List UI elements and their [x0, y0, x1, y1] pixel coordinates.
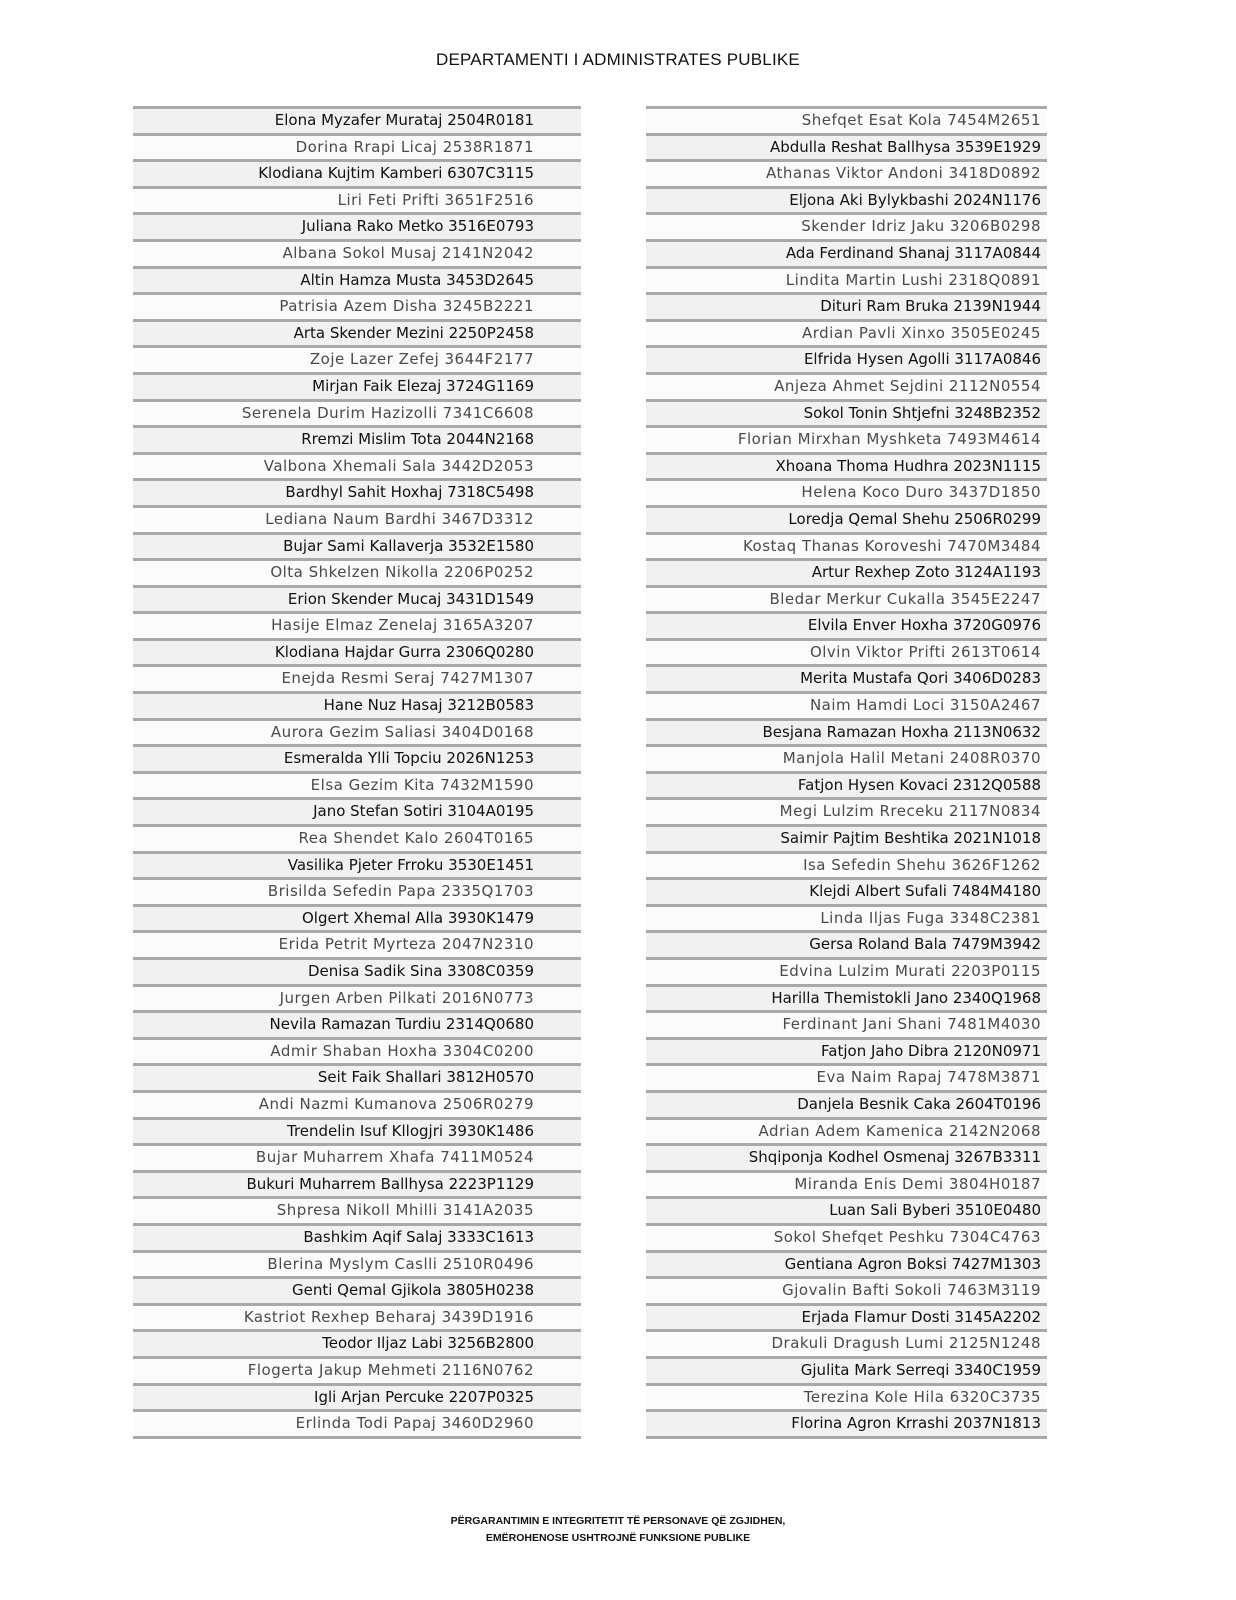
list-item: Flogerta Jakup Mehmeti 2116N0762 [133, 1356, 581, 1383]
list-item: Gjulita Mark Serreqi 3340C1959 [646, 1356, 1047, 1383]
list-item: Arta Skender Mezini 2250P2458 [133, 319, 581, 346]
list-item: Miranda Enis Demi 3804H0187 [646, 1170, 1047, 1197]
left-name-list [133, 106, 581, 1439]
list-item: Bujar Muharrem Xhafa 7411M0524 [133, 1143, 581, 1170]
list-item: Gersa Roland Bala 7479M3942 [646, 930, 1047, 957]
list-item: Florina Agron Krrashi 2037N1813 [646, 1409, 1047, 1436]
list-item: Jano Stefan Sotiri 3104A0195 [133, 797, 581, 824]
list-item: Lediana Naum Bardhi 3467D3312 [133, 505, 581, 532]
list-item: Shefqet Esat Kola 7454M2651 [646, 106, 1047, 133]
list-item: Terezina Kole Hila 6320C3735 [646, 1383, 1047, 1410]
list-item: Bukuri Muharrem Ballhysa 2223P1129 [133, 1170, 581, 1197]
list-item: Erida Petrit Myrteza 2047N2310 [133, 930, 581, 957]
list-item: Esmeralda Ylli Topciu 2026N1253 [133, 744, 581, 771]
footer-line-2: EMËROHENOSE USHTROJNË FUNKSIONE PUBLIKE [485, 1532, 751, 1544]
list-item: Hane Nuz Hasaj 3212B0583 [133, 691, 581, 718]
list-item: Fatjon Hysen Kovaci 2312Q0588 [646, 771, 1047, 798]
list-item: Shpresa Nikoll Mhilli 3141A2035 [133, 1196, 581, 1223]
list-item: Dorina Rrapi Licaj 2538R1871 [133, 133, 581, 160]
list-item: Seit Faik Shallari 3812H0570 [133, 1063, 581, 1090]
list-item: Valbona Xhemali Sala 3442D2053 [133, 452, 581, 479]
list-item: Sokol Shefqet Peshku 7304C4763 [646, 1223, 1047, 1250]
list-item: Edvina Lulzim Murati 2203P0115 [646, 957, 1047, 984]
list-item: Besjana Ramazan Hoxha 2113N0632 [646, 718, 1047, 745]
list-item: Gentiana Agron Boksi 7427M1303 [646, 1250, 1047, 1277]
list-item: Eljona Aki Bylykbashi 2024N1176 [646, 186, 1047, 213]
list-item: Dituri Ram Bruka 2139N1944 [646, 292, 1047, 319]
list-item: Mirjan Faik Elezaj 3724G1169 [133, 372, 581, 399]
list-item: Rremzi Mislim Tota 2044N2168 [133, 425, 581, 452]
list-item: Gjovalin Bafti Sokoli 7463M3119 [646, 1276, 1047, 1303]
list-item: Liri Feti Prifti 3651F2516 [133, 186, 581, 213]
list-item: Naim Hamdi Loci 3150A2467 [646, 691, 1047, 718]
list-item: Nevila Ramazan Turdiu 2314Q0680 [133, 1010, 581, 1037]
page-title: DEPARTAMENTI I ADMINISTRATES PUBLIKE [436, 50, 800, 69]
list-item: Loredja Qemal Shehu 2506R0299 [646, 505, 1047, 532]
list-item: Fatjon Jaho Dibra 2120N0971 [646, 1037, 1047, 1064]
list-bottom-rule [646, 1436, 1047, 1439]
list-item: Luan Sali Byberi 3510E0480 [646, 1196, 1047, 1223]
list-item: Bujar Sami Kallaverja 3532E1580 [133, 532, 581, 559]
list-item: Brisilda Sefedin Papa 2335Q1703 [133, 877, 581, 904]
list-item: Hasije Elmaz Zenelaj 3165A3207 [133, 611, 581, 638]
list-item: Aurora Gezim Saliasi 3404D0168 [133, 718, 581, 745]
list-item: Klodiana Hajdar Gurra 2306Q0280 [133, 638, 581, 665]
list-item: Ada Ferdinand Shanaj 3117A0844 [646, 239, 1047, 266]
list-item: Klejdi Albert Sufali 7484M4180 [646, 877, 1047, 904]
list-item: Florian Mirxhan Myshketa 7493M4614 [646, 425, 1047, 452]
list-item: Ferdinant Jani Shani 7481M4030 [646, 1010, 1047, 1037]
list-item: Megi Lulzim Rreceku 2117N0834 [646, 797, 1047, 824]
list-item: Drakuli Dragush Lumi 2125N1248 [646, 1329, 1047, 1356]
list-item: Manjola Halil Metani 2408R0370 [646, 744, 1047, 771]
list-item: Artur Rexhep Zoto 3124A1193 [646, 558, 1047, 585]
list-item: Merita Mustafa Qori 3406D0283 [646, 664, 1047, 691]
list-item: Juliana Rako Metko 3516E0793 [133, 212, 581, 239]
list-item: Anjeza Ahmet Sejdini 2112N0554 [646, 372, 1047, 399]
list-item: Igli Arjan Percuke 2207P0325 [133, 1383, 581, 1410]
list-item: Zoje Lazer Zefej 3644F2177 [133, 345, 581, 372]
list-item: Elfrida Hysen Agolli 3117A0846 [646, 345, 1047, 372]
list-item: Serenela Durim Hazizolli 7341C6608 [133, 399, 581, 426]
list-item: Skender Idriz Jaku 3206B0298 [646, 212, 1047, 239]
list-item: Shqiponja Kodhel Osmenaj 3267B3311 [646, 1143, 1047, 1170]
list-item: Isa Sefedin Shehu 3626F1262 [646, 851, 1047, 878]
list-item: Patrisia Azem Disha 3245B2221 [133, 292, 581, 319]
list-item: Danjela Besnik Caka 2604T0196 [646, 1090, 1047, 1117]
list-item: Vasilika Pjeter Frroku 3530E1451 [133, 851, 581, 878]
list-item: Olgert Xhemal Alla 3930K1479 [133, 904, 581, 931]
list-item: Erion Skender Mucaj 3431D1549 [133, 585, 581, 612]
list-item: Elvila Enver Hoxha 3720G0976 [646, 611, 1047, 638]
list-item: Kastriot Rexhep Beharaj 3439D1916 [133, 1303, 581, 1330]
list-item: Enejda Resmi Seraj 7427M1307 [133, 664, 581, 691]
list-item: Altin Hamza Musta 3453D2645 [133, 266, 581, 293]
list-item: Lindita Martin Lushi 2318Q0891 [646, 266, 1047, 293]
list-item: Elsa Gezim Kita 7432M1590 [133, 771, 581, 798]
list-item: Kostaq Thanas Koroveshi 7470M3484 [646, 532, 1047, 559]
list-item: Xhoana Thoma Hudhra 2023N1115 [646, 452, 1047, 479]
list-item: Helena Koco Duro 3437D1850 [646, 478, 1047, 505]
list-item: Athanas Viktor Andoni 3418D0892 [646, 159, 1047, 186]
list-item: Ardian Pavli Xinxo 3505E0245 [646, 319, 1047, 346]
list-item: Blerina Myslym Caslli 2510R0496 [133, 1250, 581, 1277]
list-item: Olvin Viktor Prifti 2613T0614 [646, 638, 1047, 665]
list-item: Admir Shaban Hoxha 3304C0200 [133, 1037, 581, 1064]
list-item: Klodiana Kujtim Kamberi 6307C3115 [133, 159, 581, 186]
list-item: Jurgen Arben Pilkati 2016N0773 [133, 984, 581, 1011]
list-item: Adrian Adem Kamenica 2142N2068 [646, 1117, 1047, 1144]
list-item: Elona Myzafer Murataj 2504R0181 [133, 106, 581, 133]
list-item: Bardhyl Sahit Hoxhaj 7318C5498 [133, 478, 581, 505]
page-footer [0, 1513, 1236, 1547]
list-item: Harilla Themistokli Jano 2340Q1968 [646, 984, 1047, 1011]
list-item: Denisa Sadik Sina 3308C0359 [133, 957, 581, 984]
list-item: Saimir Pajtim Beshtika 2021N1018 [646, 824, 1047, 851]
list-item: Trendelin Isuf Kllogjri 3930K1486 [133, 1117, 581, 1144]
list-item: Erlinda Todi Papaj 3460D2960 [133, 1409, 581, 1436]
list-item: Olta Shkelzen Nikolla 2206P0252 [133, 558, 581, 585]
list-item: Linda Iljas Fuga 3348C2381 [646, 904, 1047, 931]
list-item: Teodor Iljaz Labi 3256B2800 [133, 1329, 581, 1356]
list-item: Eva Naim Rapaj 7478M3871 [646, 1063, 1047, 1090]
list-item: Rea Shendet Kalo 2604T0165 [133, 824, 581, 851]
list-item: Andi Nazmi Kumanova 2506R0279 [133, 1090, 581, 1117]
footer-line-1: PËRGARANTIMIN E INTEGRITETIT TË PERSONAVE QË ZGJIDHEN, [450, 1515, 786, 1527]
list-item: Erjada Flamur Dosti 3145A2202 [646, 1303, 1047, 1330]
list-item: Albana Sokol Musaj 2141N2042 [133, 239, 581, 266]
list-item: Bashkim Aqif Salaj 3333C1613 [133, 1223, 581, 1250]
list-bottom-rule [133, 1436, 581, 1439]
list-item: Genti Qemal Gjikola 3805H0238 [133, 1276, 581, 1303]
right-name-list [646, 106, 1047, 1439]
list-item: Sokol Tonin Shtjefni 3248B2352 [646, 399, 1047, 426]
list-item: Bledar Merkur Cukalla 3545E2247 [646, 585, 1047, 612]
list-item: Abdulla Reshat Ballhysa 3539E1929 [646, 133, 1047, 160]
